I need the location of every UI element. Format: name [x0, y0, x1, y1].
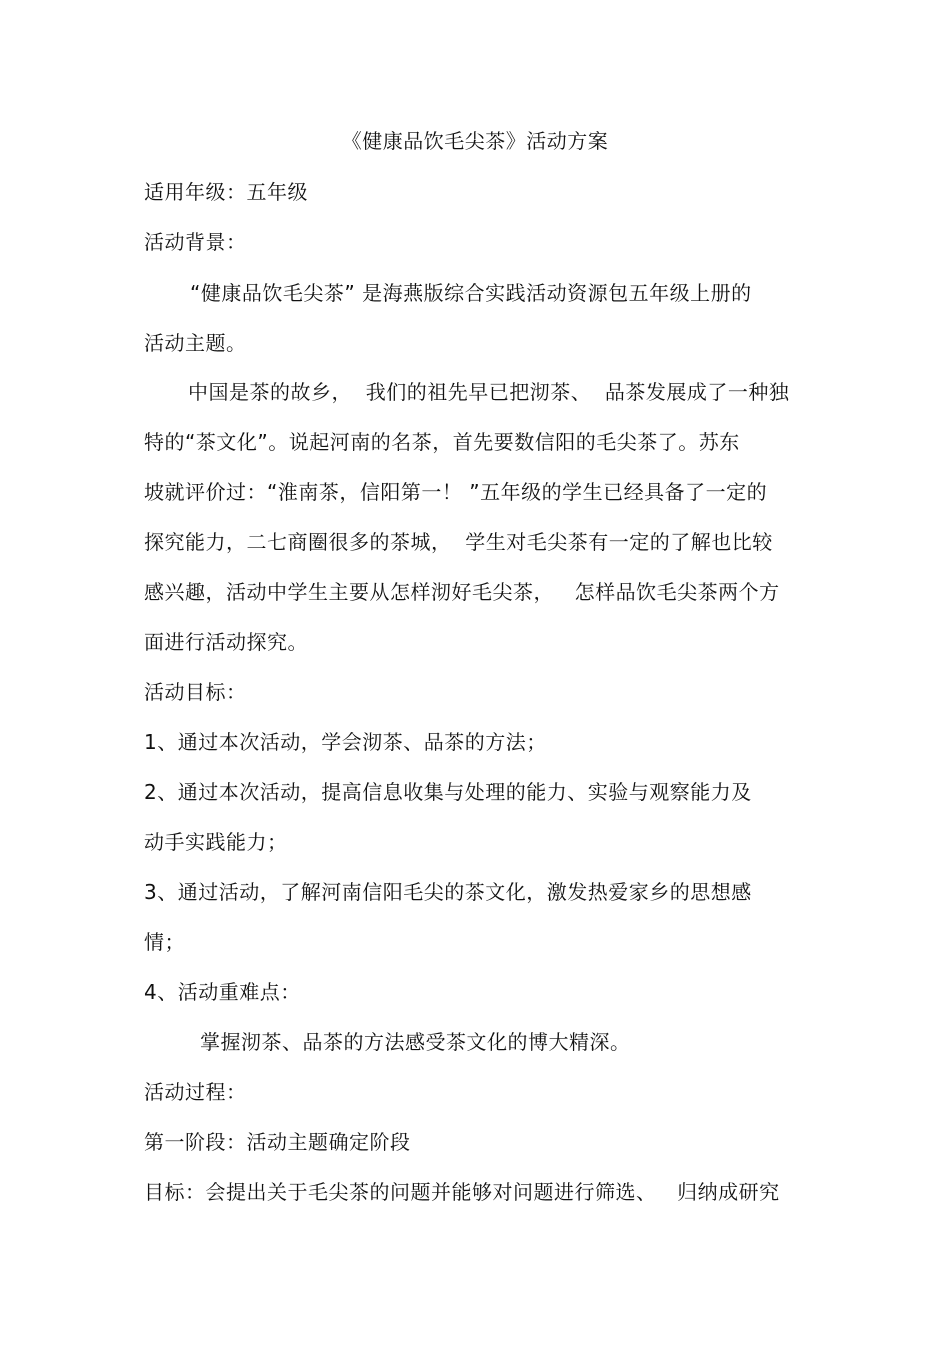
goal-3-line-1: 3、通过活动，了解河南信阳毛尖的茶文化，激发热爱家乡的思想感 [144, 880, 752, 904]
goals-heading: 活动目标： [144, 680, 247, 704]
background-paragraph-2-line-6: 面进行活动探究。 [144, 630, 308, 654]
goal-2-line-1: 2、通过本次活动，提高信息收集与处理的能力、实验与观察能力及 [144, 780, 752, 804]
document-title: 《健康品饮毛尖茶》活动方案 [341, 129, 609, 153]
goal-3-line-2: 情； [144, 930, 185, 954]
background-paragraph-2-line-2: 特的“茶文化”。说起河南的名茶，首先要数信阳的毛尖茶了。苏东 [144, 430, 740, 454]
stage-1-goal: 目标：会提出关于毛尖茶的问题并能够对问题进行筛选、 归纳成研究 [144, 1180, 780, 1204]
goal-2-line-2: 动手实践能力； [144, 830, 288, 854]
background-paragraph-2-line-1: 中国是茶的故乡， 我们的祖先早已把沏茶、 品茶发展成了一种独 [188, 380, 790, 404]
stage-1-heading: 第一阶段：活动主题确定阶段 [144, 1130, 411, 1154]
background-heading: 活动背景： [144, 230, 247, 254]
background-paragraph-1-line-1: “健康品饮毛尖茶” 是海燕版综合实践活动资源包五年级上册的 [190, 281, 752, 305]
background-paragraph-2-line-5: 感兴趣，活动中学生主要从怎样沏好毛尖茶， 怎样品饮毛尖茶两个方 [144, 580, 780, 604]
goal-1: 1、通过本次活动，学会沏茶、品茶的方法； [144, 730, 547, 754]
background-paragraph-2-line-3: 坡就评价过：“淮南茶，信阳第一！ ”五年级的学生已经具备了一定的 [144, 480, 768, 504]
background-paragraph-1-line-2: 活动主题。 [144, 331, 247, 355]
background-paragraph-2-line-4: 探究能力，二七商圈很多的茶城， 学生对毛尖茶有一定的了解也比较 [144, 530, 773, 554]
goal-4: 4、活动重难点： [144, 980, 301, 1004]
grade-line: 适用年级：五年级 [144, 180, 308, 204]
process-heading: 活动过程： [144, 1080, 247, 1104]
key-points: 掌握沏茶、品茶的方法感受茶文化的博大精深。 [200, 1030, 631, 1054]
